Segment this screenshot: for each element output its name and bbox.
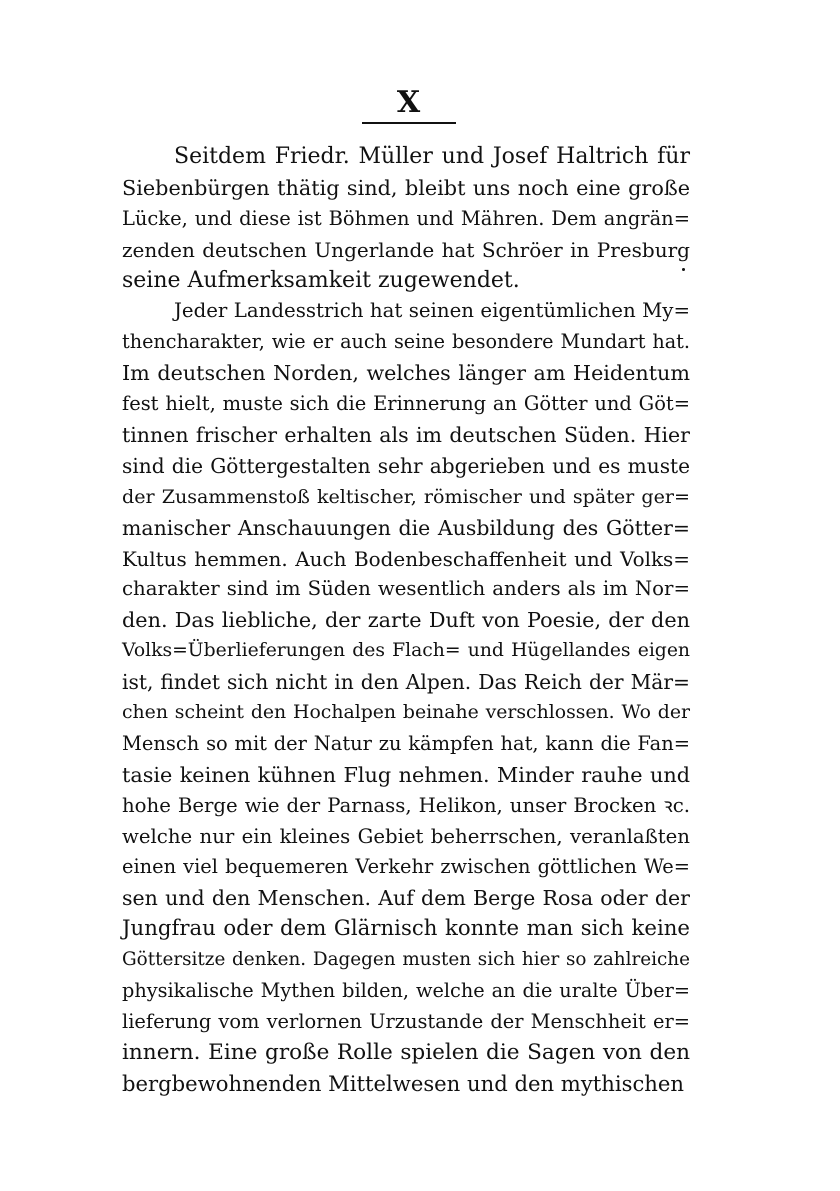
text-line: fest hielt, muste sich die Erinnerung an Götter und Göt= (122, 392, 690, 416)
text-line: lieferung vom verlornen Urzustande der Menschheit er= (122, 1009, 690, 1033)
body-text (122, 142, 690, 1100)
page-number: X (396, 85, 422, 120)
text-line: welche nur ein kleines Gebiet beherrschen, veranlaßten (122, 824, 690, 848)
text-line: den. Das liebliche, der zarte Duft von Poesie, der den (122, 608, 690, 633)
text-line: tasie keinen kühnen Flug nehmen. Minder rauhe und (122, 762, 690, 787)
text-line: physikalische Mythen bilden, welche an die uralte Über= (122, 979, 690, 1003)
text-line: zenden deutschen Ungerlande hat Schröer in Presburg (122, 237, 690, 262)
text-line: Im deutschen Norden, welches länger am Heidentum (122, 361, 690, 386)
text-line: Jungfrau oder dem Glärnisch konnte man sich keine (122, 916, 690, 942)
text-line: tinnen frischer erhalten als im deutschen Süden. Hier (122, 423, 690, 448)
text-line: Siebenbürgen thätig sind, bleibt uns noch eine große (122, 175, 690, 200)
text-line: Mensch so mit der Natur zu kämpfen hat, kann die Fan= (122, 731, 690, 755)
text-line: Volks=Überlieferungen des Flach= und Hügellandes eigen (122, 640, 690, 662)
text-line: ist, findet sich nicht in den Alpen. Das Reich der Mär= (122, 670, 690, 695)
text-line: bergbewohnenden Mittelwesen und den mythischen (122, 1070, 684, 1096)
text-line: Göttersitze denken. Dagegen musten sich hier so zahlreiche (122, 949, 690, 971)
text-line: der Zusammenstoß keltischer, römischer und später ger= (122, 484, 690, 508)
text-line: Kultus hemmen. Auch Bodenbeschaffenheit und Volks= (122, 546, 690, 571)
text-line: sind die Göttergestalten sehr abgerieben und es muste (122, 453, 690, 478)
text-line: innern. Eine große Rolle spielen die Sagen von den (122, 1039, 690, 1065)
text-line: seine Aufmerksamkeit zugewendet. (122, 267, 520, 293)
print-speck (682, 268, 685, 271)
text-line: Jeder Landesstrich hat seinen eigentümlichen My= (174, 299, 690, 323)
text-line: charakter sind im Süden wesentlich anders als im Nor= (122, 577, 690, 601)
text-line: Seitdem Friedr. Müller und Josef Haltrich für (174, 144, 690, 169)
text-line: chen scheint den Hochalpen beinahe verschlossen. Wo der (122, 702, 690, 724)
page-number-rule (362, 122, 456, 124)
text-line: manischer Anschauungen die Ausbildung des Götter= (122, 515, 690, 540)
text-line: sen und den Menschen. Auf dem Berge Rosa oder der (122, 886, 690, 911)
text-line: thencharakter, wie er auch seine besondere Mundart hat. (122, 330, 690, 354)
text-line: einen viel bequemeren Verkehr zwischen göttlichen We= (122, 855, 690, 879)
text-line: hohe Berge wie der Parnass, Helikon, unser Brocken ꝛc. (122, 793, 690, 817)
text-line: Lücke, und diese ist Böhmen und Mähren. Dem angrän= (122, 206, 690, 230)
